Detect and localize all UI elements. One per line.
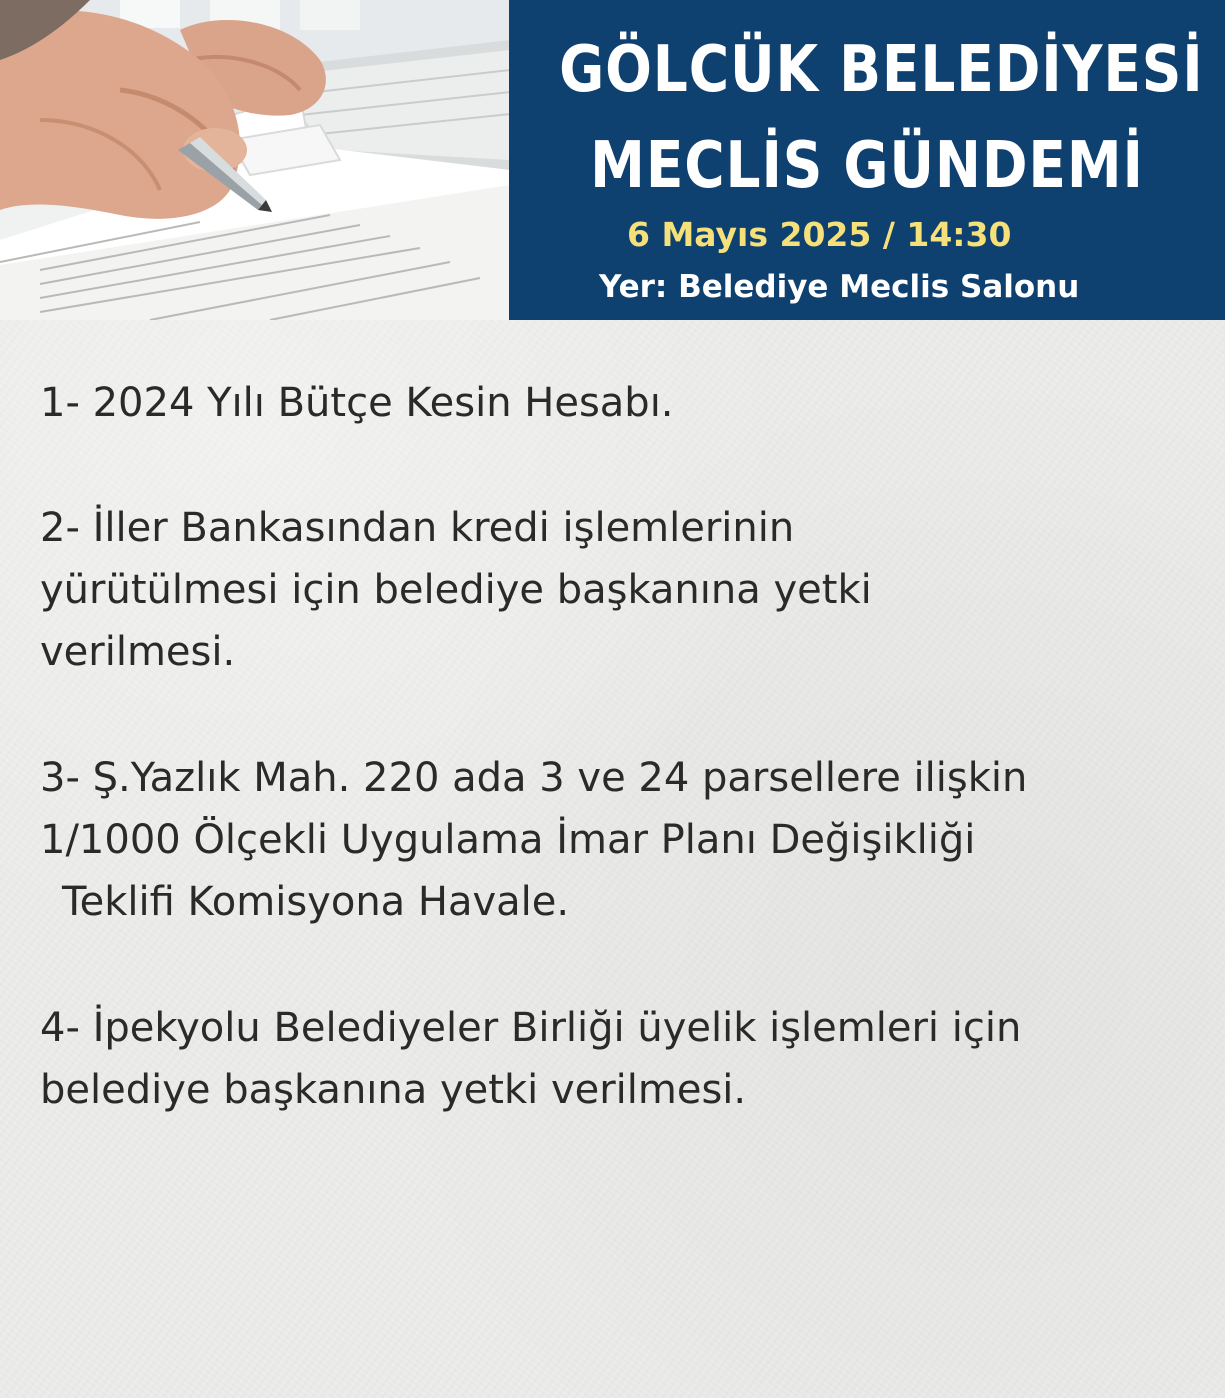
agenda-item-3-line-1: 3- Ş.Yazlık Mah. 220 ada 3 ve 24 parsellere ilişkin [40,755,1028,801]
agenda-item-3-line-2: 1/1000 Ölçekli Uygulama İmar Planı Değişikliği [40,817,976,863]
agenda-item-4 [40,997,1021,1121]
header-photo [0,0,510,320]
agenda-item-2-line-3: verilmesi. [40,629,236,675]
header-banner [509,0,1225,320]
agenda-item-1 [40,372,674,434]
page-title-line-1: GÖLCÜK BELEDİYESİ [559,33,1204,107]
agenda-item-2-line-1: 2- İller Bankasından kredi işlemlerinin [40,505,795,551]
agenda-item-1-line-1: 1- 2024 Yılı Bütçe Kesin Hesabı. [40,380,674,426]
meeting-location: Yer: Belediye Meclis Salonu [599,269,1080,305]
agenda-item-4-line-1: 4- İpekyolu Belediyeler Birliği üyelik işlemleri için [40,1005,1022,1051]
meeting-date-time: 6 Mayıs 2025 / 14:30 [627,215,1012,254]
agenda-item-2-line-2: yürütülmesi için belediye başkanına yetki [40,567,872,613]
agenda-item-3-line-3: Teklifi Komisyona Havale. [62,879,570,925]
hand-writing-with-pen-icon [0,0,510,320]
agenda-item-4-line-2: belediye başkanına yetki verilmesi. [40,1067,747,1113]
agenda-item-3 [40,747,1027,933]
page-title-line-2: MECLİS GÜNDEMİ [590,129,1144,203]
agenda-item-2 [40,497,872,683]
